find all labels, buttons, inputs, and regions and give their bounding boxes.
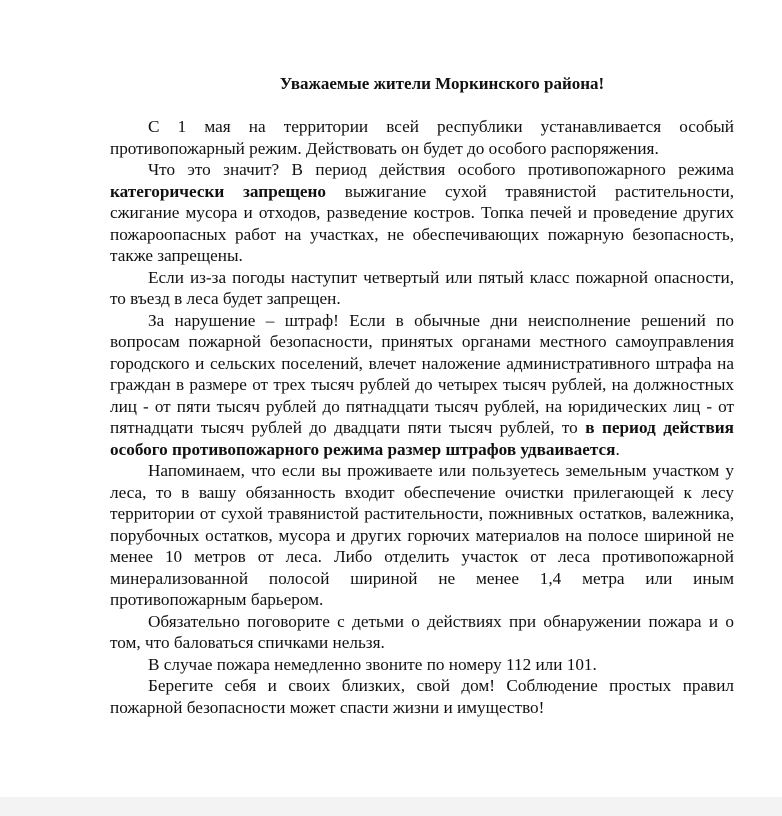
document-title: Уважаемые жители Моркинского района! xyxy=(279,74,605,93)
paragraph-restrictions xyxy=(110,159,734,267)
paragraph-restrictions-text-end: выжигание сухой травянистой растительности, сжигание мусора и отходов, разведение костров. Топка печей и проведение других пожароопасных работ на участках, не обеспечивающих пожарную безопасность, также запрещены. xyxy=(110,181,734,265)
paragraph-fines-text-start: За нарушение – штраф! Если в обычные дни неисполнение решений по вопросам пожарной безопасности, принятых органами местного самоуправления городского и сельских поселений, влечет наложение административного штрафа на граждан в размере от трех тысяч рублей до четырех тысяч рублей, на должностных лиц - от пяти тысяч рублей до пятнадцати тысяч рублей, на юридических лиц - от пятнадцати тысяч рублей до двадцати пяти тысяч рублей, то xyxy=(110,310,734,437)
paragraph-restrictions-text-start: Что это значит? В период действия особого противопожарного режима xyxy=(148,160,734,179)
paragraph-intro: С 1 мая на территории всей республики устанавливается особый противопожарный режим. Действовать он будет до особого распоряжения. xyxy=(110,117,734,158)
paragraph-fines-emphasis: в период действия особого противопожарного режима размер штрафов удваивается xyxy=(110,418,734,459)
paragraph-children: Обязательно поговорите с детьми о действиях при обнаружении пожара и о том, что баловаться спичками нельзя. xyxy=(110,611,734,652)
viewer-bottom-strip xyxy=(0,797,782,816)
document-body xyxy=(110,116,734,718)
paragraph-closing: Берегите себя и своих близких, свой дом! Соблюдение простых правил пожарной безопасности может спасти жизни и имущество! xyxy=(110,676,734,717)
paragraph-restrictions-emphasis: категорически запрещено xyxy=(110,181,327,201)
paragraph-emergency-numbers: В случае пожара немедленно звоните по номеру 112 или 101. xyxy=(148,654,597,674)
paragraph-fines-text-end: . xyxy=(615,439,620,459)
paragraph-fines xyxy=(110,310,734,461)
paragraph-forest-entry: Если из-за погоды наступит четвертый или пятый класс пожарной опасности, то въезд в леса будет запрещен. xyxy=(110,267,734,308)
paragraph-land-clearing: Напоминаем, что если вы проживаете или пользуетесь земельным участком у леса, то в вашу обязанность входит обеспечение очистки прилегающей к лесу территории от сухой травянистой растительности, пожнивных остатков, валежника, порубочных остатков, мусора и других горючих материалов на полосе шириной не менее 10 метров от леса. Либо отделить участок от леса противопожарной минерализованной полосой шириной не менее 1,4 метра или иным противопожарным барьером. xyxy=(110,461,734,609)
